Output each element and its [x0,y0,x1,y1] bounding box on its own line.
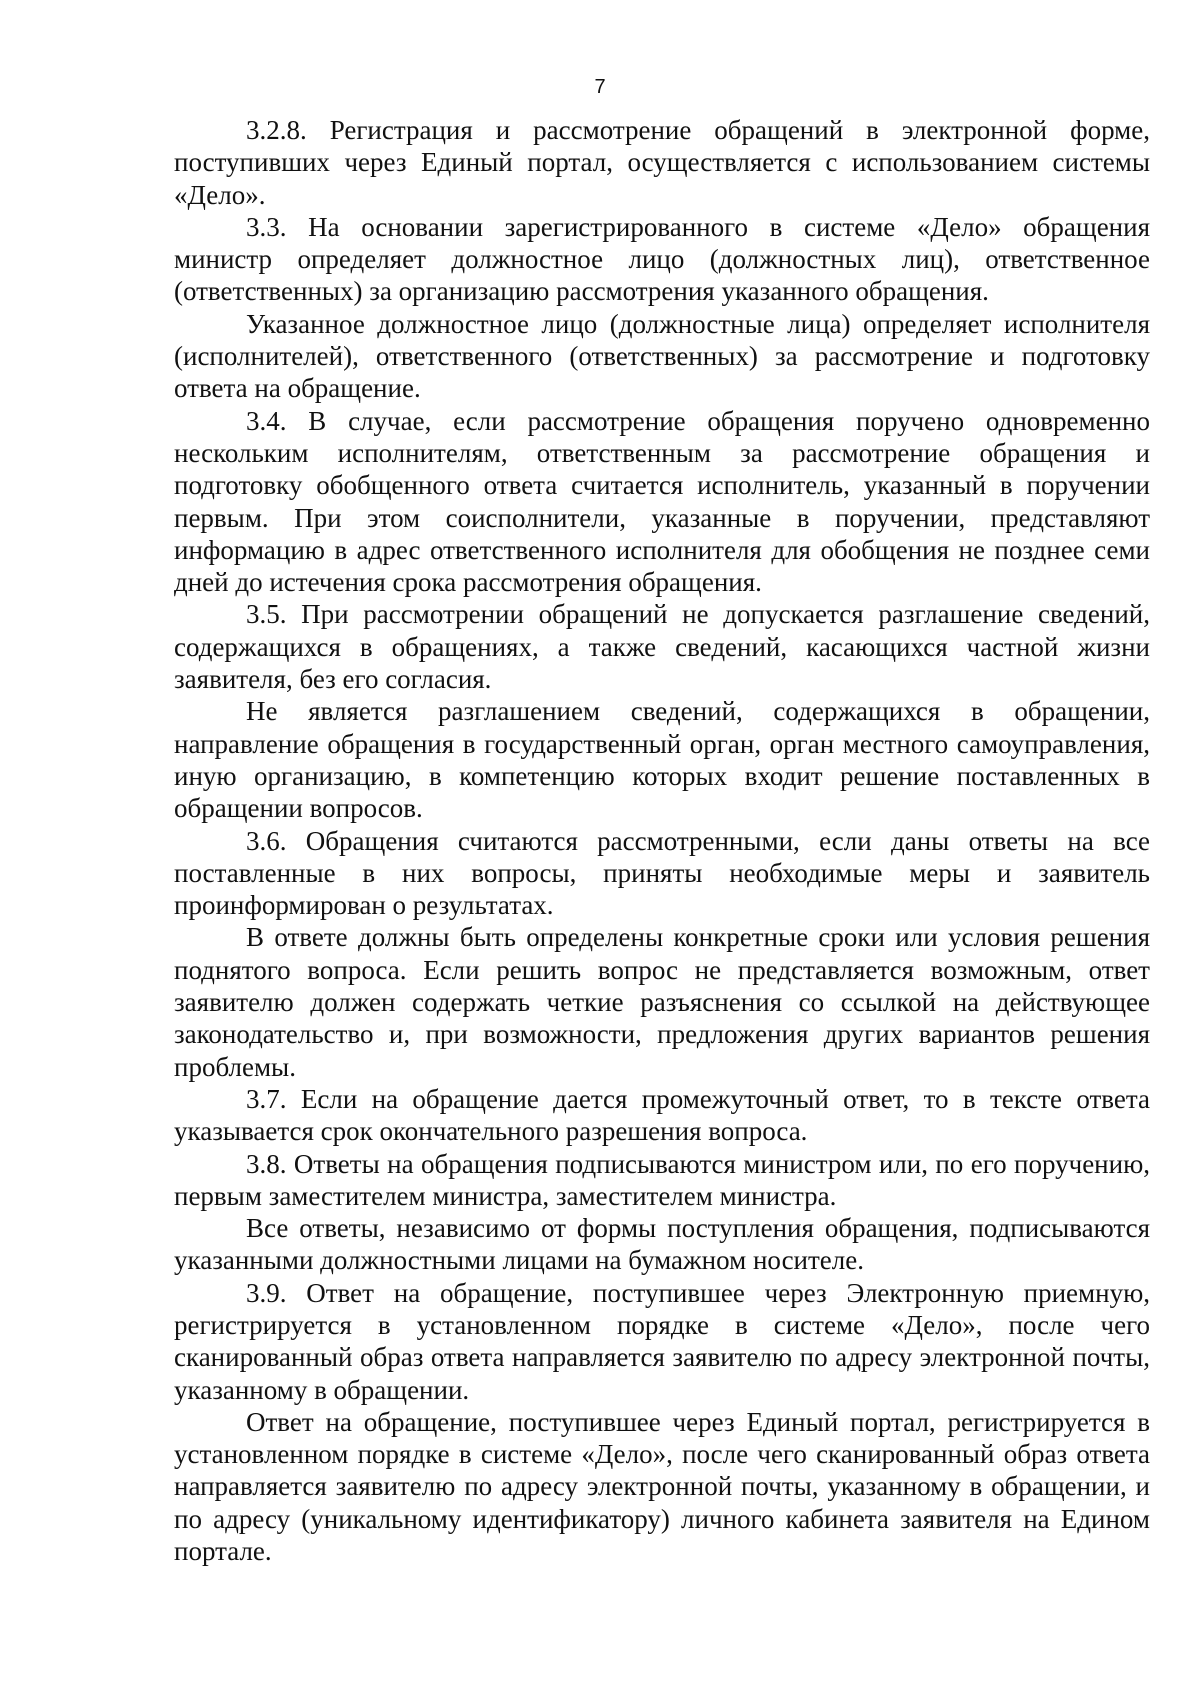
paragraph-3-4: 3.4. В случае, если рассмотрение обращения поручено одновременно нескольким исполнителям, ответственным за рассмотрение обращения и подготовку обобщенного ответа считается исполнитель, указанный в поручении первым. При этом соисполнители, указанные в поручении, представляют информацию в адрес ответственного исполнителя для обобщения не позднее семи дней до истечения срока рассмотрения обращения. [174,405,1150,598]
paragraph-3-6: 3.6. Обращения считаются рассмотренными, если даны ответы на все поставленные в них вопросы, приняты необходимые меры и заявитель проинформирован о результатах. [174,825,1150,921]
paragraph-3-7: 3.7. Если на обращение дается промежуточный ответ, то в тексте ответа указывается срок окончательного разрешения вопроса. [174,1083,1150,1147]
paragraph-3-9-cont: Ответ на обращение, поступившее через Единый портал, регистрируется в установленном порядке в системе «Дело», после чего сканированный образ ответа направляется заявителю по адресу электронной почты, указанному в обращении, и по адресу (уникальному идентификатору) личного кабинета заявителя на Едином портале. [174,1406,1150,1567]
paragraph-3-6-cont: В ответе должны быть определены конкретные сроки или условия решения поднятого вопроса. Если решить вопрос не представляется возможным, ответ заявителю должен содержать четкие разъяснения со ссылкой на действующее законодательство и, при возможности, предложения других вариантов решения проблемы. [174,922,1150,1082]
paragraph-3-3-cont: Указанное должностное лицо (должностные лица) определяет исполнителя (исполнителей), ответственного (ответственных) за рассмотрение и подготовку ответа на обращение. [174,308,1150,404]
page-number: 7 [594,76,606,98]
paragraph-3-5: 3.5. При рассмотрении обращений не допускается разглашение сведений, содержащихся в обращениях, а также сведений, касающихся частной жизни заявителя, без его согласия. [174,599,1150,695]
paragraph-3-5-cont: Не является разглашением сведений, содержащихся в обращении, направление обращения в государственный орган, орган местного самоуправления, иную организацию, в компетенцию которых входит решение поставленных в обращении вопросов. [174,696,1150,824]
paragraph-3-9: 3.9. Ответ на обращение, поступившее через Электронную приемную, регистрируется в установленном порядке в системе «Дело», после чего сканированный образ ответа направляется заявителю по адресу электронной почты, указанному в обращении. [174,1277,1150,1405]
paragraph-3-3: 3.3. На основании зарегистрированного в системе «Дело» обращения министр определяет должностное лицо (должностных лиц), ответственное (ответственных) за организацию рассмотрения указанного обращения. [174,211,1150,307]
paragraph-3-8: 3.8. Ответы на обращения подписываются министром или, по его поручению, первым заместителем министра, заместителем министра. [174,1148,1150,1211]
document-body [174,114,1150,1567]
paragraph-3-8-cont: Все ответы, независимо от формы поступления обращения, подписываются указанными должностными лицами на бумажном носителе. [174,1213,1150,1276]
paragraph-3-2-8: 3.2.8. Регистрация и рассмотрение обращений в электронной форме, поступивших через Единый портал, осуществляется с использованием системы «Дело». [174,115,1150,210]
